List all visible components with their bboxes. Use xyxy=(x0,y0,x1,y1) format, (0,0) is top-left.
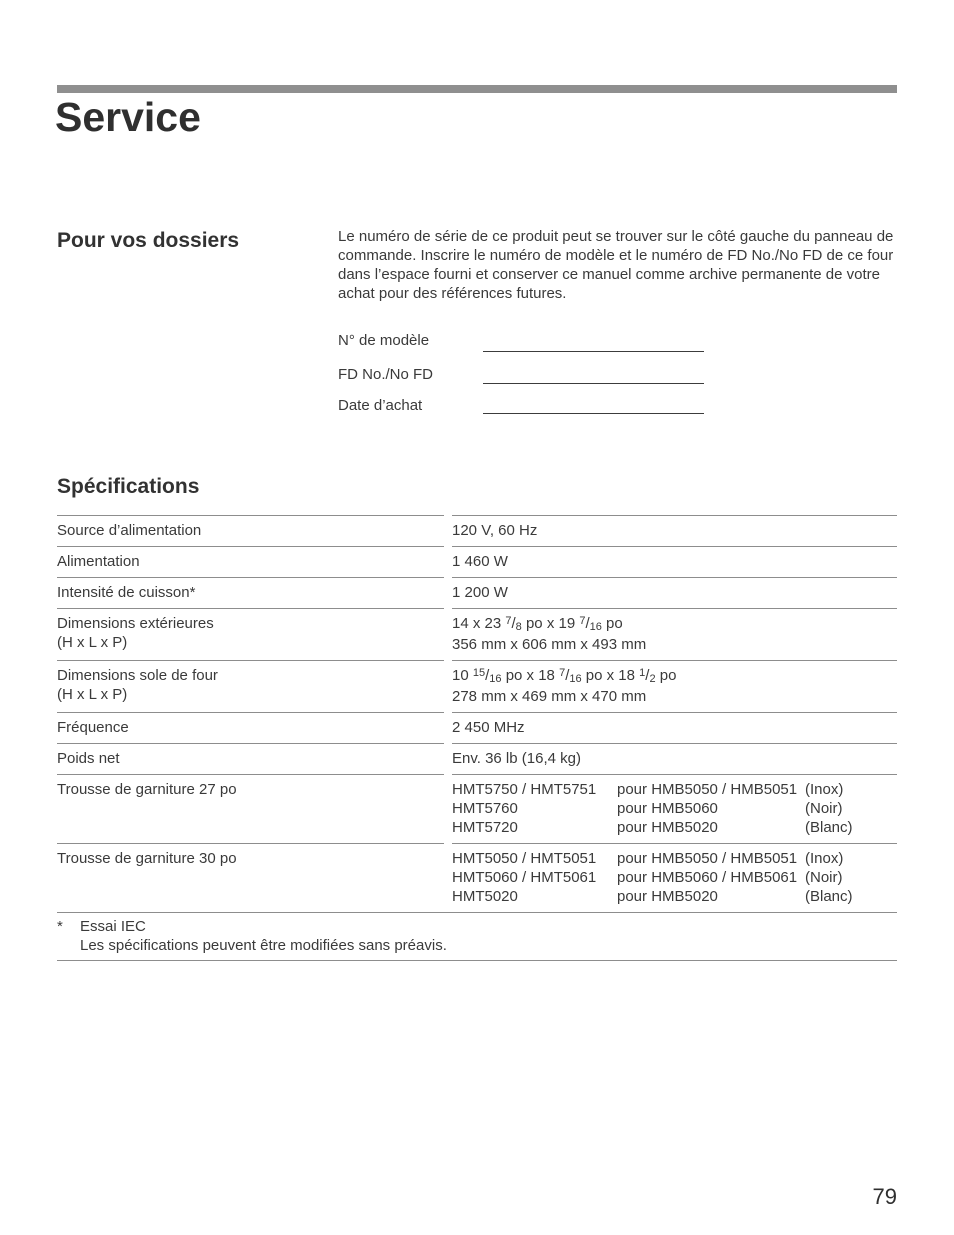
spec-value-line: 278 mm x 469 mm x 470 mm xyxy=(452,688,647,705)
fd-number-label: FD No./No FD xyxy=(338,366,434,383)
kit-model: HMT5050 / HMT5051 xyxy=(452,850,597,867)
page-number: 79 xyxy=(872,1184,897,1209)
spec-value xyxy=(452,660,897,712)
spec-label: Intensité de cuisson* xyxy=(57,577,444,608)
spec-label-line: Dimensions sole de four xyxy=(57,667,218,684)
records-section-heading: Pour vos dossiers xyxy=(57,229,240,252)
spec-label: Poids net xyxy=(57,743,444,774)
footnote-line: Essai IEC xyxy=(80,918,146,935)
spec-label-line: (H x L x P) xyxy=(57,634,128,651)
specs-block xyxy=(57,515,897,961)
spec-label: Trousse de garniture 30 po xyxy=(57,843,444,912)
kit-for-model: pour HMB5050 / HMB5051 xyxy=(617,850,798,867)
spec-table xyxy=(57,515,897,913)
kit-for-model: pour HMB5020 xyxy=(617,819,718,836)
kit-model: HMT5020 xyxy=(452,888,518,905)
kit-model: HMT5760 xyxy=(452,800,518,817)
spec-label xyxy=(57,660,444,712)
purchase-date-label: Date d’achat xyxy=(338,397,423,414)
kit-color: (Blanc) xyxy=(805,819,853,836)
footnote xyxy=(57,913,897,961)
paragraph-line: achat pour des références futures. xyxy=(338,285,567,302)
spec-row xyxy=(57,843,897,912)
paragraph-line: Le numéro de série de ce produit peut se trouver sur le côté gauche du panneau de xyxy=(338,228,894,245)
trim-kit-line xyxy=(452,868,897,887)
paragraph-line: dans l’espace fourni et conserver ce manuel comme archive permanente de votre xyxy=(338,266,880,283)
spec-label: Alimentation xyxy=(57,546,444,577)
purchase-date-write-in-line xyxy=(483,413,704,414)
model-number-label: N° de modèle xyxy=(338,332,430,349)
trim-kit-line xyxy=(452,887,897,906)
kit-model: HMT5060 / HMT5061 xyxy=(452,869,597,886)
spec-row xyxy=(57,577,897,608)
header-rule-bar xyxy=(57,85,897,93)
spec-label: Fréquence xyxy=(57,712,444,743)
trim-kit-line xyxy=(452,780,897,799)
kit-color: (Inox) xyxy=(805,850,844,867)
trim-kit-line xyxy=(452,849,897,868)
kit-color: (Inox) xyxy=(805,781,844,798)
paragraph-line: commande. Inscrire le numéro de modèle et le numéro de FD No./No FD de ce four xyxy=(338,247,894,264)
kit-model: HMT5750 / HMT5751 xyxy=(452,781,597,798)
spec-row xyxy=(57,712,897,743)
kit-model: HMT5720 xyxy=(452,819,518,836)
spec-value-line: 10 $^{15}$/16 po x 18 $^7$/16 po x 18 $^1$/2 po xyxy=(452,667,677,685)
spec-value xyxy=(452,843,897,912)
spec-row xyxy=(57,546,897,577)
kit-for-model: pour HMB5020 xyxy=(617,888,718,905)
spec-label-line: (H x L x P) xyxy=(57,686,128,703)
spec-label-line: Dimensions extérieures xyxy=(57,615,214,632)
kit-for-model: pour HMB5060 xyxy=(617,800,718,817)
spec-value-line: 356 mm x 606 mm x 493 mm xyxy=(452,636,647,653)
spec-row xyxy=(57,608,897,660)
kit-for-model: pour HMB5050 / HMB5051 xyxy=(617,781,798,798)
footnote-marker: * xyxy=(57,918,63,935)
fd-number-write-in-line xyxy=(483,383,704,384)
spec-value: 120 V, 60 Hz xyxy=(452,515,897,546)
specs-section-heading: Spécifications xyxy=(57,475,200,498)
trim-kit-line xyxy=(452,799,897,818)
kit-color: (Noir) xyxy=(805,869,843,886)
spec-value xyxy=(452,608,897,660)
model-number-write-in-line xyxy=(483,351,704,352)
spec-value: 1 200 W xyxy=(452,577,897,608)
page-title: Service xyxy=(55,94,201,140)
spec-label: Source d’alimentation xyxy=(57,515,444,546)
spec-row xyxy=(57,774,897,843)
spec-value: 2 450 MHz xyxy=(452,712,897,743)
spec-value: Env. 36 lb (16,4 kg) xyxy=(452,743,897,774)
footnote-line: Les spécifications peuvent être modifiées sans préavis. xyxy=(80,937,447,954)
spec-row xyxy=(57,743,897,774)
spec-value xyxy=(452,774,897,843)
kit-color: (Noir) xyxy=(805,800,843,817)
spec-value-line: 14 x 23 $^7$/8 po x 19 $^7$/16 po xyxy=(452,615,623,633)
trim-kit-line xyxy=(452,818,897,837)
kit-color: (Blanc) xyxy=(805,888,853,905)
spec-row xyxy=(57,660,897,712)
records-paragraph xyxy=(338,227,900,303)
spec-label xyxy=(57,608,444,660)
kit-for-model: pour HMB5060 / HMB5061 xyxy=(617,869,798,886)
spec-label: Trousse de garniture 27 po xyxy=(57,774,444,843)
spec-row xyxy=(57,515,897,546)
spec-value: 1 460 W xyxy=(452,546,897,577)
footnote-text xyxy=(80,917,447,955)
